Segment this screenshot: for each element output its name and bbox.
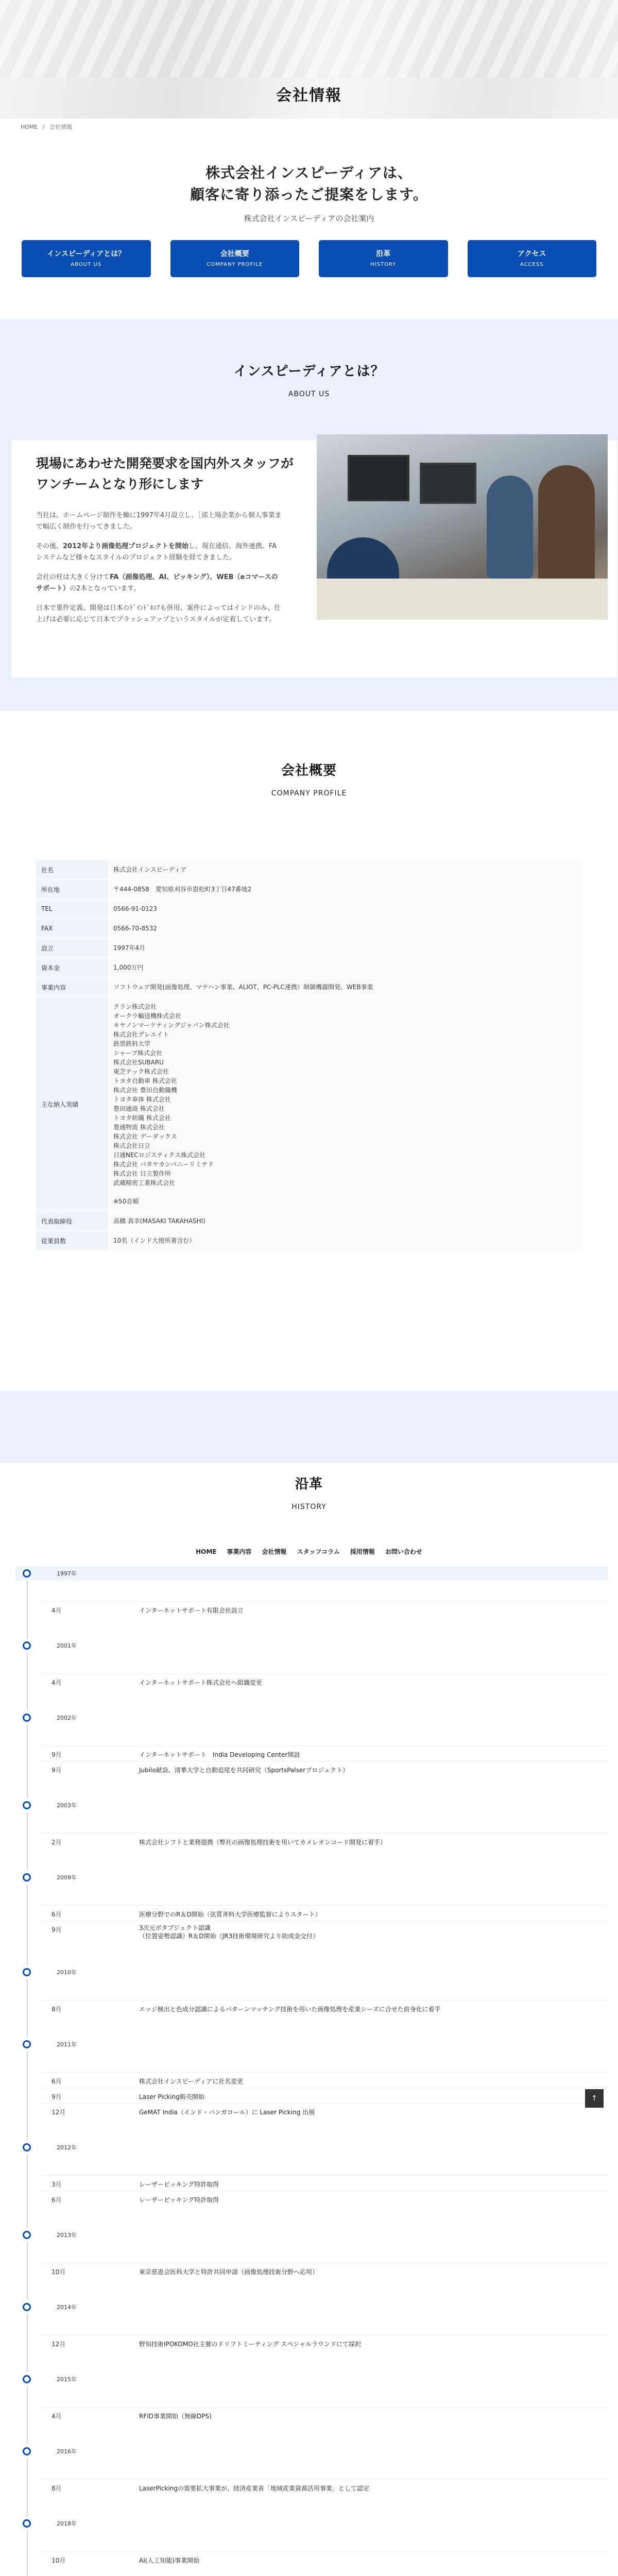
timeline-month: 6月 bbox=[52, 2078, 62, 2085]
timeline-month: 4月 bbox=[52, 1679, 62, 1686]
nav-button-label: アクセス bbox=[517, 250, 546, 258]
profile-row bbox=[36, 1211, 582, 1231]
timeline-year-label: 2009年 bbox=[57, 1874, 77, 1881]
nav-button-sublabel: ACCESS bbox=[520, 262, 544, 267]
profile-value: 〒444-0858 愛知県刈谷市恩松町3丁目47番地2 bbox=[108, 879, 582, 899]
about-paragraph: その後、2012年より画像処理プロジェクトを開始し、現在通信、海外連携、FAシステムなど様々なスタイルのプロジェクト経験を経てきました。 bbox=[36, 543, 277, 562]
site-nav-link[interactable]: 会社情報 bbox=[262, 1548, 287, 1555]
profile-value: 1,000万円 bbox=[108, 958, 582, 977]
intro-subheading: 株式会社インスピーディアの会社案内 bbox=[244, 214, 374, 223]
timeline-year bbox=[15, 1566, 608, 1581]
timeline-dot-icon bbox=[23, 2231, 31, 2239]
timeline-year-label: 2003年 bbox=[57, 1802, 77, 1809]
profile-value: 高橋 真幸(MASAKI TAKAHASHI) bbox=[108, 1211, 582, 1231]
timeline-month: 4月 bbox=[52, 1607, 62, 1614]
history-band bbox=[0, 1391, 618, 1463]
nav-button-sublabel: ABOUT US bbox=[71, 262, 102, 267]
timeline-event bbox=[41, 2479, 608, 2495]
timeline-event-text: RFID事業開始（無線DPS) bbox=[139, 2413, 212, 2420]
timeline-month: 6月 bbox=[52, 2196, 62, 2204]
timeline-event-text: 株式会社シフトと業務提携（弊社の画像処理技術を用いてカメレオンコード開発に着手） bbox=[139, 1839, 387, 1846]
history-title bbox=[0, 1473, 618, 1511]
about-title-en: ABOUT US bbox=[288, 390, 330, 398]
timeline-dot-icon bbox=[23, 1569, 31, 1578]
profile-value: 10名（インド大使所著含む） bbox=[108, 1231, 582, 1250]
timeline-year-label: 2011年 bbox=[57, 2041, 77, 2048]
profile-row bbox=[36, 958, 582, 977]
timeline-event bbox=[41, 1745, 608, 1761]
company-profile-table bbox=[36, 860, 582, 1251]
timeline-event bbox=[41, 1673, 608, 1689]
nav-button-label: 会社概要 bbox=[220, 250, 249, 258]
site-nav-link[interactable]: 事業内容 bbox=[227, 1548, 252, 1555]
anchor-nav bbox=[22, 240, 596, 277]
timeline-month: 3月 bbox=[52, 2181, 62, 2188]
timeline-year-label: 2014年 bbox=[57, 2304, 77, 2311]
about-paragraph: 当社は、ホームページ制作を軸に1997年4月設立し、［部上場企業から個人事業まで幅広く制作を行ってきました。 bbox=[36, 512, 282, 531]
timeline-dot-icon bbox=[23, 1873, 31, 1882]
timeline-event bbox=[41, 2175, 608, 2191]
profile-label: 代表取締役 bbox=[36, 1211, 108, 1231]
scroll-top-button[interactable]: ↑ bbox=[585, 2089, 604, 2108]
timeline-dot-icon bbox=[23, 2519, 31, 2528]
timeline-event-text: インターネットサポート有限会社設立 bbox=[139, 1607, 244, 1614]
timeline-event-text: レーザーピッキング特許取得 bbox=[139, 2181, 219, 2188]
profile-value: 株式会社インスピーディア bbox=[108, 860, 582, 879]
timeline-month: 10月 bbox=[52, 2557, 66, 2564]
timeline-year bbox=[15, 2228, 608, 2242]
profile-title-jp: 会社概要 bbox=[281, 763, 337, 778]
timeline-event bbox=[41, 2191, 608, 2206]
profile-row bbox=[36, 899, 582, 919]
about-body bbox=[36, 510, 283, 634]
timeline-event-text: Jubilo献設、清華大学と自動追尾を共同研究（SportsPalserプロジェクト） bbox=[139, 1767, 349, 1774]
nav-button-access[interactable] bbox=[468, 240, 597, 277]
nav-button-sublabel: HISTORY bbox=[370, 262, 397, 267]
timeline-month: 8月 bbox=[52, 2485, 62, 2492]
timeline-event-text: 3次元ボタブジェクト認識 （位置姿勢認識）R＆D開始（JR3技術環境研究より助成金交付） bbox=[139, 1924, 319, 1940]
profile-label: FAX bbox=[36, 919, 108, 938]
timeline-year bbox=[15, 1965, 608, 1979]
timeline-month: 12月 bbox=[52, 2341, 66, 2348]
timeline-year bbox=[15, 2300, 608, 2314]
timeline-month: 9月 bbox=[52, 1926, 62, 1934]
timeline-event-text: AI(人工知能)事業開始 bbox=[139, 2557, 200, 2564]
timeline-year-label: 2002年 bbox=[57, 1715, 77, 1721]
page-title: 会社情報 bbox=[276, 87, 342, 105]
nav-button-sublabel: COMPANY PROFILE bbox=[207, 262, 263, 267]
nav-button-label: 沿革 bbox=[376, 250, 391, 258]
timeline-year-label: 2016年 bbox=[57, 2448, 77, 2455]
timeline-event bbox=[41, 2551, 608, 2567]
profile-title bbox=[0, 760, 618, 798]
profile-row bbox=[36, 997, 582, 1211]
profile-label: 事業内容 bbox=[36, 977, 108, 997]
timeline-month: 9月 bbox=[52, 1767, 62, 1774]
profile-label: 所在地 bbox=[36, 879, 108, 899]
site-nav-link[interactable]: 採用情報 bbox=[350, 1548, 375, 1555]
timeline-dot-icon bbox=[23, 2375, 31, 2383]
profile-label: 従業員数 bbox=[36, 1231, 108, 1250]
profile-row bbox=[36, 919, 582, 938]
timeline-event-text: Laser Picking販売開始 bbox=[139, 2093, 204, 2100]
timeline-year-label: 2012年 bbox=[57, 2144, 77, 2151]
timeline-year bbox=[15, 2140, 608, 2155]
timeline-event bbox=[41, 2103, 608, 2119]
timeline-year-label: 2010年 bbox=[57, 1969, 77, 1976]
timeline-event-text: 東京慈恵会医科大学と特許共同申請（画像処理技術分野へ応用） bbox=[139, 2268, 319, 2276]
timeline-dot-icon bbox=[23, 2447, 31, 2455]
profile-row bbox=[36, 879, 582, 899]
timeline-year bbox=[15, 1798, 608, 1812]
profile-value: 0566-91-0123 bbox=[108, 899, 582, 919]
about-heading: 現場にあわせた開発要求を国内外スタッフがワンチームとなり形にします bbox=[36, 456, 294, 492]
timeline-event bbox=[41, 2072, 608, 2088]
profile-title-en: COMPANY PROFILE bbox=[271, 789, 347, 798]
timeline-year-label: 2013年 bbox=[57, 2232, 77, 2239]
timeline-event bbox=[41, 1905, 608, 1921]
about-paragraph: 会社の柱は大きく分けてFA（画像処理、AI、ピッキング）、WEB（eコマースのサポート）の2本となっています。 bbox=[36, 573, 278, 592]
profile-row bbox=[36, 938, 582, 958]
history-timeline bbox=[15, 1566, 608, 2576]
nav-button-profile[interactable] bbox=[170, 240, 300, 277]
timeline-month: 12月 bbox=[52, 2109, 66, 2116]
timeline-year bbox=[15, 1638, 608, 1653]
timeline-event bbox=[41, 2407, 608, 2422]
timeline-month: 4月 bbox=[52, 2413, 62, 2420]
timeline-event-text: 株式会社インスピーディアに社名変更 bbox=[139, 2078, 244, 2085]
timeline-year bbox=[15, 2444, 608, 2459]
timeline-dot-icon bbox=[23, 2303, 31, 2311]
breadcrumb bbox=[21, 123, 75, 131]
timeline-event-text: レーザーピッキング特許取得 bbox=[139, 2196, 219, 2204]
profile-row bbox=[36, 860, 582, 879]
timeline-event-text: インターネットサポート株式会社へ組織変更 bbox=[139, 1679, 262, 1686]
timeline-event bbox=[41, 1833, 608, 1849]
profile-label: TEL bbox=[36, 899, 108, 919]
timeline-event-text: 医療分野でのR＆D開始（弦質斉料大学医療監督によりスタート） bbox=[139, 1911, 321, 1918]
timeline-year bbox=[15, 1870, 608, 1885]
profile-label: 資本金 bbox=[36, 958, 108, 977]
site-nav-link[interactable]: お問い合わせ bbox=[385, 1548, 422, 1555]
breadcrumb-separator: / bbox=[42, 124, 45, 130]
timeline-event bbox=[41, 2088, 608, 2103]
timeline-year bbox=[15, 2037, 608, 2052]
nav-button-about[interactable] bbox=[22, 240, 151, 277]
nav-button-label: インスピーディアとは？ bbox=[47, 250, 126, 258]
timeline-year bbox=[15, 2372, 608, 2386]
timeline-event bbox=[41, 2335, 608, 2350]
profile-row bbox=[36, 977, 582, 997]
timeline-year bbox=[15, 2516, 608, 2531]
site-nav-link[interactable]: スタッフコラム bbox=[297, 1548, 340, 1555]
timeline-event-text: エッジ検出と色成分認識によるパターンマッチング技術を用いた画像処理を産業シーズに合せた前身化に着手 bbox=[139, 2006, 441, 2013]
timeline-dot-icon bbox=[23, 2040, 31, 2048]
history-site-nav bbox=[0, 1547, 618, 1556]
timeline-year-label: 2001年 bbox=[57, 1642, 77, 1649]
timeline-event bbox=[41, 1601, 608, 1617]
timeline-month: 10月 bbox=[52, 2268, 66, 2276]
intro-heading: 株式会社インスピーディアは、 顧客に寄り添ったご提案をします。 bbox=[190, 164, 428, 203]
timeline-dot-icon bbox=[23, 1968, 31, 1976]
profile-label: 設立 bbox=[36, 938, 108, 958]
timeline-dot-icon bbox=[23, 1714, 31, 1722]
profile-value: ソフトウェア開発(画像処理、マテハン事業、ALIOT、PC-PLC連携）制御機器開発、WEB事業 bbox=[108, 977, 582, 997]
history-title-en: HISTORY bbox=[291, 1503, 327, 1511]
timeline-event-text: 野知技術IPOKOMO社主催のドリフトミーティング スペシャルラウンドにて採択 bbox=[139, 2341, 362, 2348]
profile-value: 1997年4月 bbox=[108, 938, 582, 958]
timeline-dot-icon bbox=[23, 1801, 31, 1809]
profile-label: 社名 bbox=[36, 860, 108, 879]
timeline-event bbox=[41, 2263, 608, 2278]
timeline-event-text: インターネットサポート India Developing Center開設 bbox=[139, 1751, 300, 1758]
timeline-event-text: GeMAT India（インド・バンガロール）に Laser Picking 出展 bbox=[139, 2109, 315, 2116]
hero-banner bbox=[0, 0, 618, 118]
about-photo bbox=[317, 434, 608, 620]
timeline-event bbox=[41, 2000, 608, 2015]
about-title-jp: インスピーディアとは？ bbox=[233, 364, 385, 379]
timeline-year-label: 2015年 bbox=[57, 2376, 77, 2383]
timeline-month: 9月 bbox=[52, 1751, 62, 1758]
timeline-dot-icon bbox=[23, 1641, 31, 1650]
profile-value: クラン株式会社 オークラ輸送機株式会社 キヤノンマーケティングジャパン株式会社 株式会社グレエイト 鉄票鉄料大学 シャープ株式会社 株式会社SUBARU 東芝テック株式会社 トヨタ自動車 株式会社 株式会社 豊田自動織機 トヨタ車体 株式会社 豊田通商 株式会社 トヨタ紡織 株式会社 豊通物流 株式会社 株式会社 デーダックス 株式会社日立 日通NECロジスティクス株式会社 株式会社 パタヤカンパニーリミテド 株式会社 日立製作所 武蔵精密工業株式会社 ※50音順 bbox=[108, 997, 582, 1211]
profile-value: 0566-70-8532 bbox=[108, 919, 582, 938]
timeline-year bbox=[15, 1710, 608, 1725]
breadcrumb-current: 会社情報 bbox=[49, 124, 73, 130]
timeline-month: 2月 bbox=[52, 1839, 62, 1846]
timeline-month: 6月 bbox=[52, 1911, 62, 1918]
about-paragraph: 日本で要件定義、開発は日本ｲﾝﾄﾞｲﾝﾄﾞﾈｼｱも併用、案件によってはインドのみ、仕上げは必要に応じて日本でブラッシュアップというスタイルが定着しています。 bbox=[36, 604, 281, 623]
timeline-year-label: 1997年 bbox=[57, 1570, 77, 1577]
profile-label: 主な納入実績 bbox=[36, 997, 108, 1211]
nav-button-history[interactable] bbox=[319, 240, 448, 277]
about-title bbox=[0, 361, 618, 398]
timeline-month: 8月 bbox=[52, 2006, 62, 2013]
site-nav-link[interactable]: HOME bbox=[196, 1548, 217, 1555]
breadcrumb-home[interactable]: HOME bbox=[21, 124, 38, 130]
timeline-month: 9月 bbox=[52, 2093, 62, 2100]
history-title-jp: 沿革 bbox=[295, 1477, 323, 1492]
timeline-event bbox=[41, 1761, 608, 1776]
timeline-dot-icon bbox=[23, 2143, 31, 2151]
timeline-event-text: LaserPickingの需要拡大事業が、経済産業省「地域産業資源活用事業」として認定 bbox=[139, 2485, 370, 2492]
intro-section bbox=[0, 162, 618, 224]
timeline-event bbox=[41, 1921, 608, 1943]
timeline-year-label: 2018年 bbox=[57, 2520, 77, 2527]
profile-row bbox=[36, 1231, 582, 1250]
